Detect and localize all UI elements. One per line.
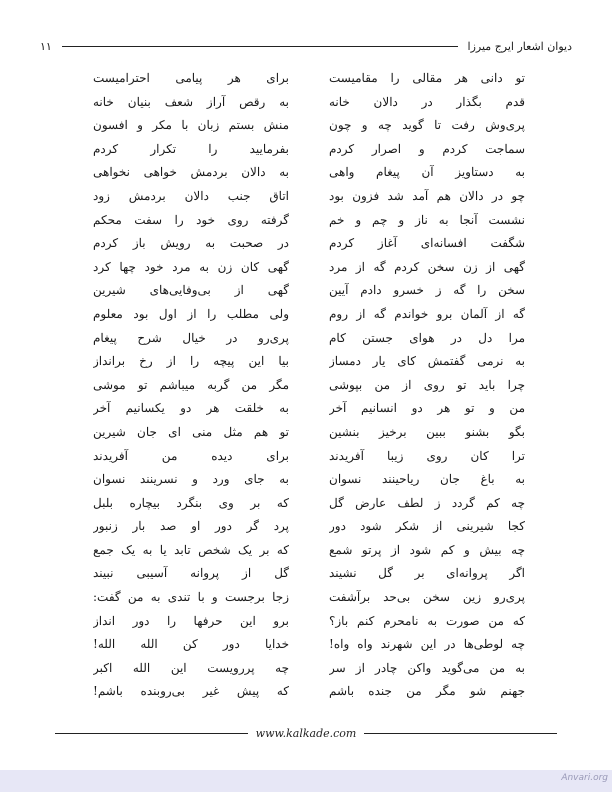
verse-line: به رقص آراز شعف بنیان خانه xyxy=(93,94,289,109)
verse-line: چرا باید تو روی از من بپوشی xyxy=(329,377,525,392)
page-header xyxy=(40,36,572,56)
verse-line: ولی مطلب را از اول بود معلوم xyxy=(93,306,289,321)
verse-line: چه لوطی‌ها در این شهرند واه واه! xyxy=(329,637,525,652)
verse-line: پری‌رو در خیال شرح پیغام xyxy=(93,330,289,345)
verse-line: برو این حرفها را دور انداز xyxy=(93,613,289,628)
verse-line: شگفت افسانه‌ای آغاز کردم xyxy=(329,236,525,251)
verse-line: که من صورت به نامحرم کنم باز؟ xyxy=(329,613,525,628)
bottom-band xyxy=(0,770,612,792)
verse-column-right xyxy=(329,67,525,704)
verse-line: چه بیش و کم شود از پرتو شمع xyxy=(329,542,525,557)
verse-line: پری‌رو زین سخن بی‌حد برآشفت xyxy=(329,590,525,605)
verse-line: گه از آلمان برو خواندم گه از روم xyxy=(329,306,525,321)
verse-line: چه کم گردد ز لطف عارض گل xyxy=(329,495,525,510)
verse-line: برای هر پیامی احترامیست xyxy=(93,71,289,85)
verse-line: به خلقت هر دو یکسانیم آخر xyxy=(93,401,289,416)
verse-line: به نرمی گفتمش کای یار دمساز xyxy=(329,354,525,369)
verse-line: در صحبت به رویش باز کردم xyxy=(93,236,289,251)
verse-line: گل از پروانه آسیبی نبیند xyxy=(93,566,289,581)
verse-line: پرد گر دور او صد بار زنبور xyxy=(93,519,289,534)
verse-line: من و تو هر دو انسانیم آخر xyxy=(329,401,525,416)
verse-line: به دستاویز آن پیغام واهی xyxy=(329,165,525,180)
header-rule xyxy=(62,46,458,47)
verse-line: نشست آنجا به ناز و چم و خم xyxy=(329,212,525,227)
verse-line: گرفته روی خود را سفت محکم xyxy=(93,212,289,227)
verse-line: چو در دالان هم آمد شد فزون بود xyxy=(329,188,525,203)
verse-line: برای دیده من آفریدند xyxy=(93,448,289,463)
verse-line: چه پررویست این الله اکبر xyxy=(93,660,289,675)
verse-line: پری‌وش رفت تا گوید چه و چون xyxy=(329,118,525,133)
verse-line: گهی از زن سخن کردم گه از مرد xyxy=(329,259,525,274)
footer-rule-left xyxy=(55,733,248,734)
verse-line: به باغ جان ریاحینند نسوان xyxy=(329,472,525,487)
verse-line: مرا دل در هوای جستن کام xyxy=(329,330,525,345)
verse-line: ترا کان روی زیبا آفریدند xyxy=(329,448,525,463)
verse-line: که بر یک شخص تابد یا به یک جمع xyxy=(93,542,289,557)
verse-line: که پیش غیر بی‌روبنده باشم! xyxy=(93,684,289,699)
verse-line: تو دانی هر مقالی را مقامیست xyxy=(329,71,525,85)
website-link[interactable]: www.kalkade.com xyxy=(255,726,357,740)
verse-line: بیا این پیچه را از رخ برانداز xyxy=(93,354,289,369)
verse-line: قدم بگذار در دالان خانه xyxy=(329,94,525,109)
verse-line: به جای ورد و نسرینند نسوان xyxy=(93,472,289,487)
verse-line: به دالان بردمش خواهی نخواهی xyxy=(93,165,289,180)
verse-line: که بر وی بنگرد بیچاره بلبل xyxy=(93,495,289,510)
verse-line: منش بستم زبان با مکر و افسون xyxy=(93,118,289,133)
verse-line: بفرمایید را تکرار کردم xyxy=(93,141,289,156)
verse-line: به من می‌گوید واکن چادر از سر xyxy=(329,660,525,675)
footer-rule-right xyxy=(364,733,557,734)
verse-line: کجا شیرینی از شکر شود دور xyxy=(329,519,525,534)
page-footer xyxy=(55,725,557,741)
page-number: ۱۱ xyxy=(40,39,52,53)
verse-line: زجا برجست و با تندی به من گفت: xyxy=(93,590,289,605)
verse-line: سخن را گه ز خسرو دادم آیین xyxy=(329,283,525,298)
verse-line: تو هم مثل منی ای جان شیرین xyxy=(93,424,289,439)
verse-line: خدایا دور کن الله الله! xyxy=(93,637,289,652)
verse-line: مگر من گربه میباشم تو موشی xyxy=(93,377,289,392)
verse-line: جهنم شو مگر من جنده باشم xyxy=(329,684,525,699)
verse-line: بگو بشنو ببین برخیز بنشین xyxy=(329,424,525,439)
verse-line: گهی کان زن به مرد خود چها کرد xyxy=(93,259,289,274)
verse-line: اگر پروانه‌ای بر گل نشیند xyxy=(329,566,525,581)
book-title: دیوان اشعار ایرج میرزا xyxy=(467,39,572,53)
watermark: Anvari.org xyxy=(561,773,608,783)
verse-line: سماجت کردم و اصرار کردم xyxy=(329,141,525,156)
verse-line: اتاق جنب دالان بردمش زود xyxy=(93,188,289,203)
verse-line: گهی از بی‌وفایی‌های شیرین xyxy=(93,283,289,298)
verse-column-left xyxy=(93,67,289,704)
